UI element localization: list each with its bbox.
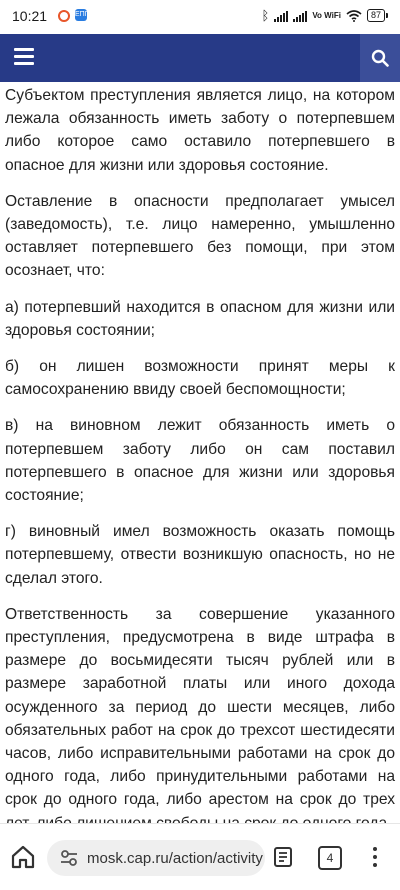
article-paragraph: Субъектом преступления является лицо, на котором лежала обязанность иметь заботу о потерпевшем либо которое само оставило потерпевшего в опасное для жизни или здоровья состояние. — [5, 87, 395, 174]
search-button[interactable] — [360, 34, 400, 82]
status-icons — [262, 8, 389, 23]
signal-icon — [274, 10, 288, 22]
search-icon — [371, 49, 389, 67]
site-info-icon[interactable] — [59, 848, 79, 868]
reader-mode-icon[interactable] — [272, 846, 294, 868]
bluetooth-icon: ᛒ — [261, 8, 270, 23]
article-paragraph: в) на виновном лежит обязанность иметь о потерпевшем заботу либо он сам поставил потерпевшего в опасное для жизни или здоровья состояние; — [5, 417, 395, 505]
article-paragraph: а) потерпевший находится в опасном для жизни или здоровья состоянии; — [5, 298, 395, 339]
article-content — [0, 82, 400, 823]
signal-icon-2 — [293, 10, 307, 22]
vowifi-label: Vo WiFi — [312, 10, 341, 20]
address-bar[interactable] — [47, 840, 265, 876]
home-icon[interactable] — [10, 844, 36, 870]
battery-level: 87 — [367, 9, 385, 22]
hamburger-icon[interactable] — [14, 48, 34, 68]
status-bar — [0, 0, 400, 34]
tabs-count-button[interactable]: 4 — [318, 846, 342, 870]
browser-toolbar — [0, 823, 400, 890]
article-paragraph: б) он лишен возможности принят меры к самосохранению ввиду своей беспомощности; — [5, 358, 395, 399]
more-vertical-icon[interactable] — [370, 844, 380, 870]
notification-ring-icon — [58, 10, 70, 22]
wifi-icon — [346, 10, 362, 22]
app-notification-icon: ЕПГУ — [75, 9, 87, 21]
url-text: mosk.cap.ru/action/activity — [87, 849, 263, 867]
battery-icon — [367, 9, 388, 22]
article-paragraph: г) виновный имел возможность оказать помощь потерпевшему, отвести возникшую опасность, но не сделал этого. — [5, 523, 395, 587]
site-header — [0, 34, 400, 82]
article-paragraph: Оставление в опасности предполагает умысел (заведомость), т.е. лицо намеренно, умышленно оставляет потерпевшего без помощи, при этом осознает, что: — [5, 192, 395, 280]
article-paragraph: Ответственность за совершение указанного преступления, предусмотрена в виде штрафа в размере до восьмидесяти тысяч рублей или в размере заработной платы или иного дохода осужденного за период до шести месяцев, либо обязательных работ на срок до трехсот шестидесяти часов, либо исправительными работами на срок до одного года, либо принудительными работами на срок до одного года, либо арестом на срок до трех — [5, 605, 395, 809]
status-time: 10:21 — [12, 8, 48, 24]
